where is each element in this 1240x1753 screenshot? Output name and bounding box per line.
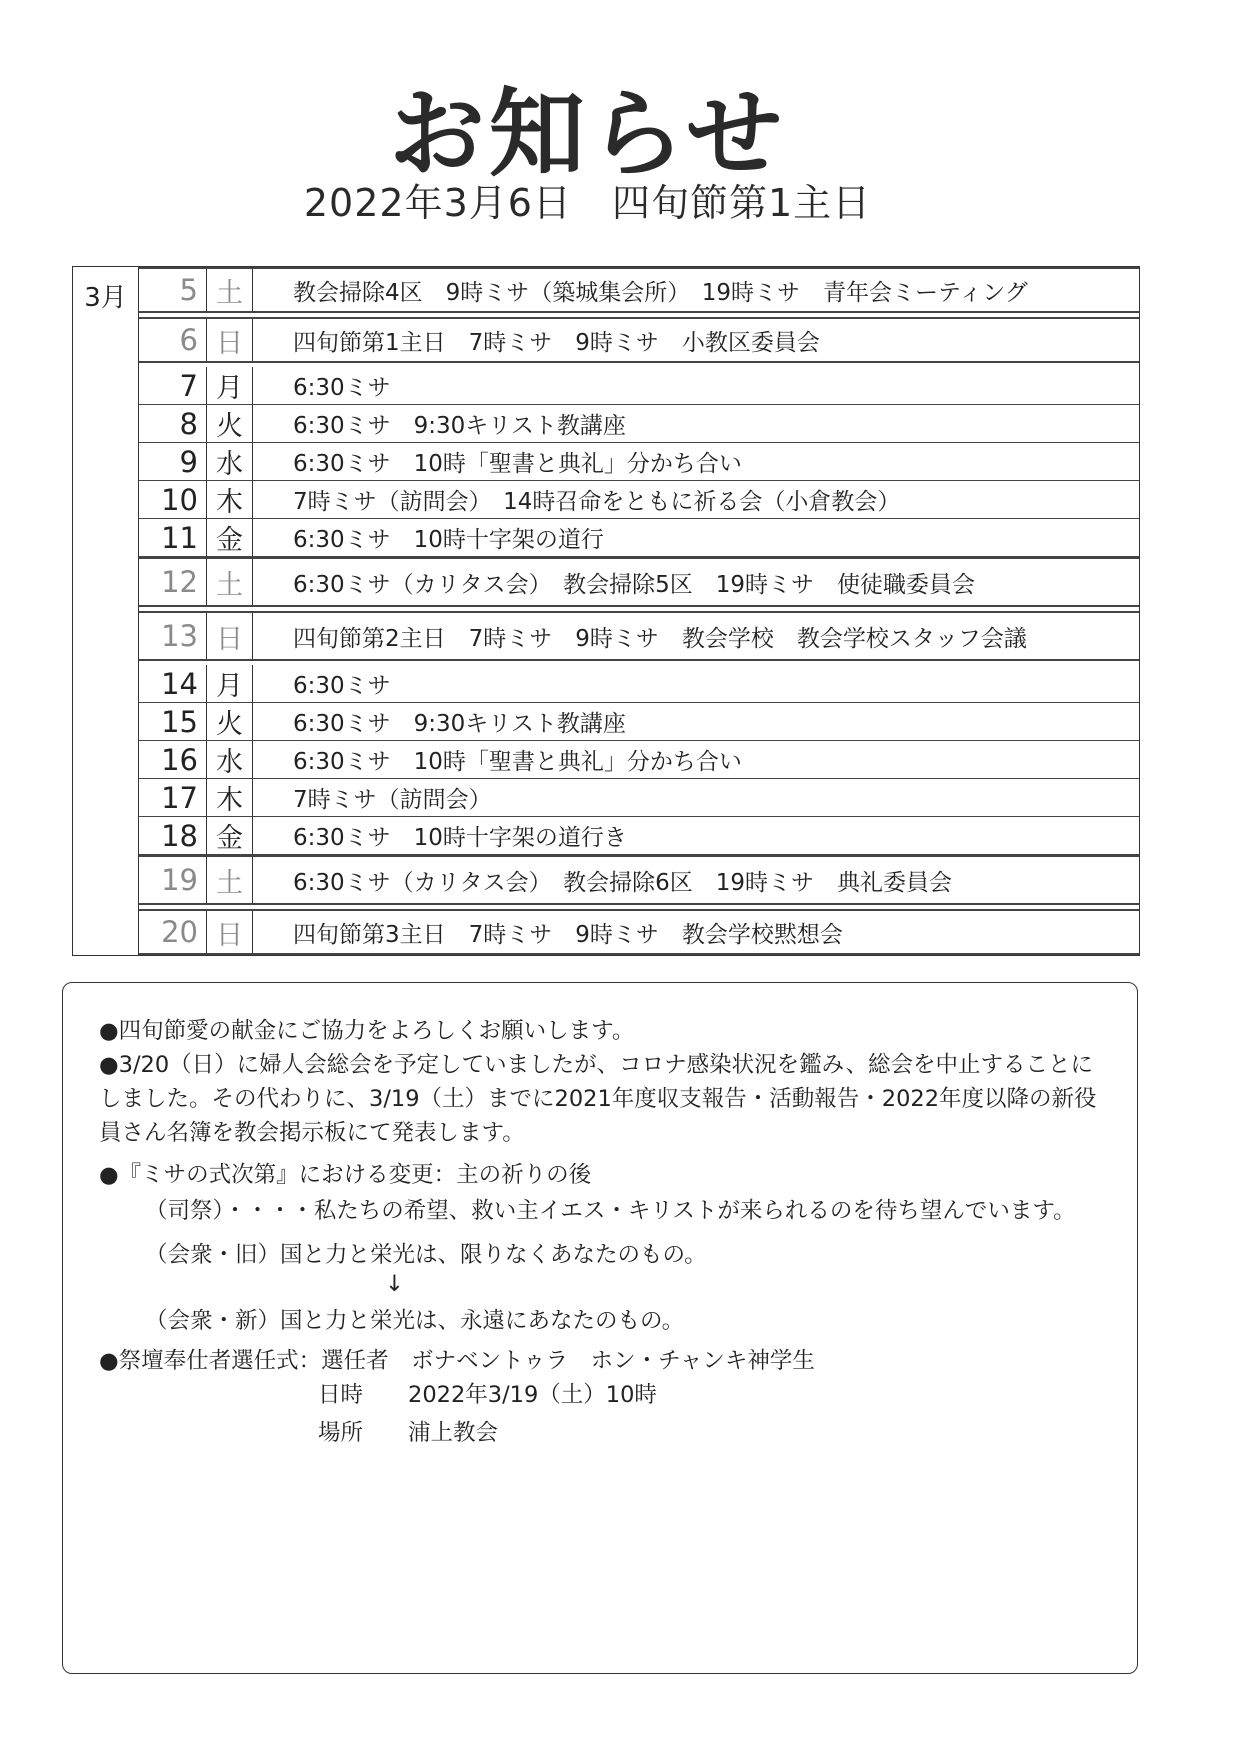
- notice-line: （会衆・旧）国と力と栄光は、限りなくあなたのもの。: [145, 1242, 707, 1268]
- day-of-week: 木: [207, 779, 253, 816]
- day-events: 6:30ミサ（カリタス会） 教会掃除6区 19時ミサ 典礼委員会: [293, 869, 953, 896]
- schedule-row: [139, 779, 1139, 817]
- schedule-row: [139, 519, 1139, 557]
- day-of-week: 土: [207, 559, 253, 605]
- day-number: 8: [139, 405, 207, 442]
- day-events: 四旬節第3主日 7時ミサ 9時ミサ 教会学校黙想会: [293, 921, 843, 948]
- day-of-week: 金: [207, 519, 253, 556]
- day-events: 四旬節第2主日 7時ミサ 9時ミサ 教会学校 教会学校スタッフ会議: [293, 625, 1027, 652]
- day-events: 7時ミサ（訪問会） 14時召命をともに祈る会（小倉教会）: [293, 489, 901, 515]
- schedule-row: [139, 481, 1139, 519]
- schedule-row: [139, 557, 1139, 607]
- day-events: 6:30ミサ 10時十字架の道行き: [293, 825, 627, 851]
- notice-line: （司祭）・・・・私たちの希望、救い主イエス・キリストが来られるのを待ち望んでいます。: [145, 1198, 1076, 1224]
- day-number: 9: [139, 443, 207, 480]
- day-of-week: 日: [207, 319, 253, 361]
- notice-line: 日時 2022年3/19（土）10時: [318, 1382, 657, 1408]
- schedule-row: [139, 405, 1139, 443]
- notice-line: ●3/20（日）に婦人会総会を予定していましたが、コロナ感染状況を鑑み、総会を中止することに: [99, 1052, 1094, 1078]
- day-events: 6:30ミサ 10時「聖書と典礼」分かち合い: [293, 451, 742, 477]
- notice-line: （会衆・新）国と力と栄光は、永遠にあなたのもの。: [145, 1308, 685, 1334]
- notice-line: ●『ミサの式次第』における変更：主の祈りの後: [99, 1162, 592, 1188]
- schedule-row: [139, 443, 1139, 481]
- day-events: 6:30ミサ: [293, 375, 391, 401]
- notice-line: 員さん名簿を教会掲示板にて発表します。: [99, 1120, 525, 1146]
- day-number: 11: [139, 519, 207, 556]
- notice-line: ●祭壇奉仕者選任式：選任者 ボナベントゥラ ホン・チャンキ神学生: [99, 1348, 815, 1374]
- schedule-row: [139, 817, 1139, 855]
- day-number: 13: [139, 613, 207, 659]
- schedule-row: [139, 855, 1139, 905]
- day-number: 16: [139, 741, 207, 778]
- day-events: 6:30ミサ 10時十字架の道行: [293, 527, 604, 553]
- day-number: 7: [139, 367, 207, 404]
- day-events: 四旬節第1主日 7時ミサ 9時ミサ 小教区委員会: [293, 329, 820, 356]
- schedule-row: [139, 611, 1139, 661]
- notice-line: ●四旬節愛の献金にご協力をよろしくお願いします。: [99, 1018, 635, 1044]
- day-events: 6:30ミサ（カリタス会） 教会掃除5区 19時ミサ 使徒職委員会: [293, 571, 976, 598]
- schedule-row: [139, 741, 1139, 779]
- page-subtitle: [0, 172, 1175, 227]
- schedule-table: [72, 266, 1140, 956]
- day-number: 10: [139, 481, 207, 518]
- day-events: 6:30ミサ 9:30キリスト教講座: [293, 711, 626, 737]
- schedule-days: [139, 267, 1139, 955]
- page-title: お知らせ: [388, 78, 787, 190]
- day-number: 6: [139, 319, 207, 361]
- day-events: 6:30ミサ 10時「聖書と典礼」分かち合い: [293, 749, 742, 775]
- schedule-row: [139, 665, 1139, 703]
- schedule-row: [139, 317, 1139, 363]
- notice-box: [62, 982, 1138, 1674]
- day-number: 5: [139, 269, 207, 311]
- day-events: 6:30ミサ 9:30キリスト教講座: [293, 413, 626, 439]
- subtitle-occasion: 四旬節第1主日: [611, 181, 872, 225]
- day-number: 19: [139, 857, 207, 903]
- day-of-week: 土: [207, 857, 253, 903]
- day-number: 18: [139, 817, 207, 854]
- day-of-week: 日: [207, 613, 253, 659]
- day-of-week: 水: [207, 443, 253, 480]
- schedule-row: [139, 909, 1139, 955]
- day-of-week: 金: [207, 817, 253, 854]
- day-number: 12: [139, 559, 207, 605]
- day-number: 20: [139, 911, 207, 953]
- day-of-week: 土: [207, 269, 253, 311]
- day-number: 17: [139, 779, 207, 816]
- day-of-week: 木: [207, 481, 253, 518]
- day-of-week: 月: [207, 367, 253, 404]
- day-of-week: 日: [207, 911, 253, 953]
- day-of-week: 火: [207, 703, 253, 740]
- day-events: 教会掃除4区 9時ミサ（築城集会所） 19時ミサ 青年会ミーティング: [293, 279, 1028, 306]
- schedule-row: [139, 267, 1139, 313]
- day-number: 14: [139, 665, 207, 702]
- day-events: 6:30ミサ: [293, 673, 391, 699]
- day-events: 7時ミサ（訪問会）: [293, 787, 492, 813]
- day-of-week: 月: [207, 665, 253, 702]
- month-label: 3月: [73, 267, 139, 955]
- notice-line: しました。その代わりに、3/19（土）までに2021年度収支報告・活動報告・2022年度以降の新役: [99, 1086, 1097, 1112]
- down-arrow-icon: ↓: [385, 1271, 404, 1297]
- day-number: 15: [139, 703, 207, 740]
- notice-line: 場所 浦上教会: [318, 1420, 499, 1446]
- subtitle-date: 2022年3月6日: [303, 181, 572, 225]
- day-of-week: 水: [207, 741, 253, 778]
- schedule-row: [139, 703, 1139, 741]
- day-of-week: 火: [207, 405, 253, 442]
- schedule-row: [139, 367, 1139, 405]
